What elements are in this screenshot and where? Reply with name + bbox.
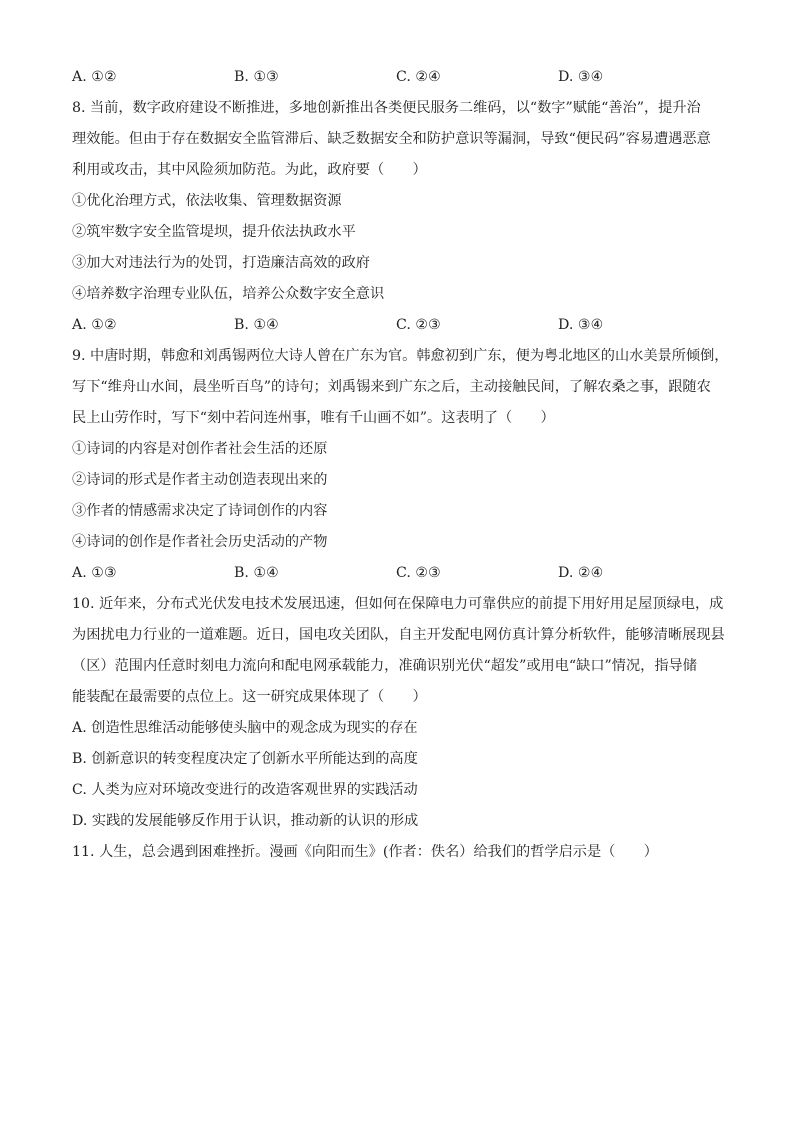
q7-option-d: D. ③④	[558, 69, 604, 85]
q8-item-1: ①优化治理方式，依法收集、管理数据资源	[72, 193, 342, 209]
question-11	[72, 837, 724, 868]
q10-choice-d: D. 实践的发展能够反作用于认识，推动新的认识的形成	[72, 813, 419, 829]
q9-item-3: ③作者的情感需求决定了诗词创作的内容	[72, 503, 328, 519]
question-8	[72, 93, 724, 341]
q9-option-a: A. ①③	[72, 565, 117, 581]
q9-item-1: ①诗词的内容是对创作者社会生活的还原	[72, 441, 328, 457]
q8-stem-line: 8. 当前，数字政府建设不断推进，多地创新推出各类便民服务二维码，以“数字”赋能“善治”，提升治	[72, 100, 701, 116]
q10-stem-line: （区）范围内任意时刻电力流向和配电网承载能力，准确识别光伏“超发”或用电“缺口”情况，指导储	[72, 658, 697, 674]
q9-stem-line: 写下“维舟山水间，晨坐听百鸟”的诗句；刘禹锡来到广东之后，主动接触民间，了解农桑之事，跟随农	[72, 379, 711, 395]
q8-stem-line: 理效能。但由于存在数据安全监管滞后、缺乏数据安全和防护意识等漏洞，导致“便民码”容易遭遇恶意	[72, 131, 711, 147]
q8-option-b: B. ①④	[234, 317, 279, 333]
question-10	[72, 589, 724, 837]
q10-choice-b: B. 创新意识的转变程度决定了创新水平所能达到的高度	[72, 751, 418, 767]
q9-options	[72, 558, 724, 589]
q9-item-2: ②诗词的形式是作者主动创造表现出来的	[72, 472, 328, 488]
q9-option-c: C. ②③	[396, 565, 441, 581]
q9-item-4: ④诗词的创作是作者社会历史活动的产物	[72, 534, 328, 550]
q10-stem-line: 能装配在最需要的点位上。这一研究成果体现了（ ）	[72, 689, 427, 705]
q8-option-c: C. ②③	[396, 317, 441, 333]
q9-option-d: D. ②④	[558, 565, 604, 581]
q8-item-2: ②筑牢数字安全监管堤坝，提升依法执政水平	[72, 224, 356, 240]
q7-option-a: A. ①②	[72, 69, 117, 85]
q8-stem-line: 利用或攻击，其中风险须加防范。为此，政府要（ ）	[72, 162, 427, 178]
exam-page	[72, 62, 729, 868]
q8-item-4: ④培养数字治理专业队伍，培养公众数字安全意识	[72, 286, 385, 302]
q10-choice-c: C. 人类为应对环境改变进行的改造客观世界的实践活动	[72, 782, 418, 798]
q9-stem-line: 民上山劳作时，写下“刻中若问连州事，唯有千山画不如”。这表明了（ ）	[72, 410, 555, 426]
q8-options	[72, 310, 724, 341]
q7-options	[72, 62, 724, 93]
q10-stem-line: 10. 近年来，分布式光伏发电技术发展迅速，但如何在保障电力可靠供应的前提下用好用足屋顶绿电，成	[72, 596, 724, 612]
q8-option-d: D. ③④	[558, 317, 604, 333]
q7-option-b: B. ①③	[234, 69, 279, 85]
q10-choice-a: A. 创造性思维活动能够使头脑中的观念成为现实的存在	[72, 720, 418, 736]
q8-item-3: ③加大对违法行为的处罚，打造廉洁高效的政府	[72, 255, 370, 271]
question-9	[72, 341, 729, 589]
q8-option-a: A. ①②	[72, 317, 117, 333]
q7-option-c: C. ②④	[396, 69, 441, 85]
q9-option-b: B. ①④	[234, 565, 279, 581]
q9-stem-line: 9. 中唐时期，韩愈和刘禹锡两位大诗人曾在广东为官。韩愈初到广东，便为粤北地区的山水美景所倾倒，	[72, 348, 729, 364]
q11-stem-line: 11. 人生，总会遇到困难挫折。漫画《向阳而生》(作者：佚名）给我们的哲学启示是（ ）	[72, 844, 658, 860]
q10-stem-line: 为困扰电力行业的一道难题。近日，国电攻关团队，自主开发配电网仿真计算分析软件，能够清晰展现县	[72, 627, 725, 643]
